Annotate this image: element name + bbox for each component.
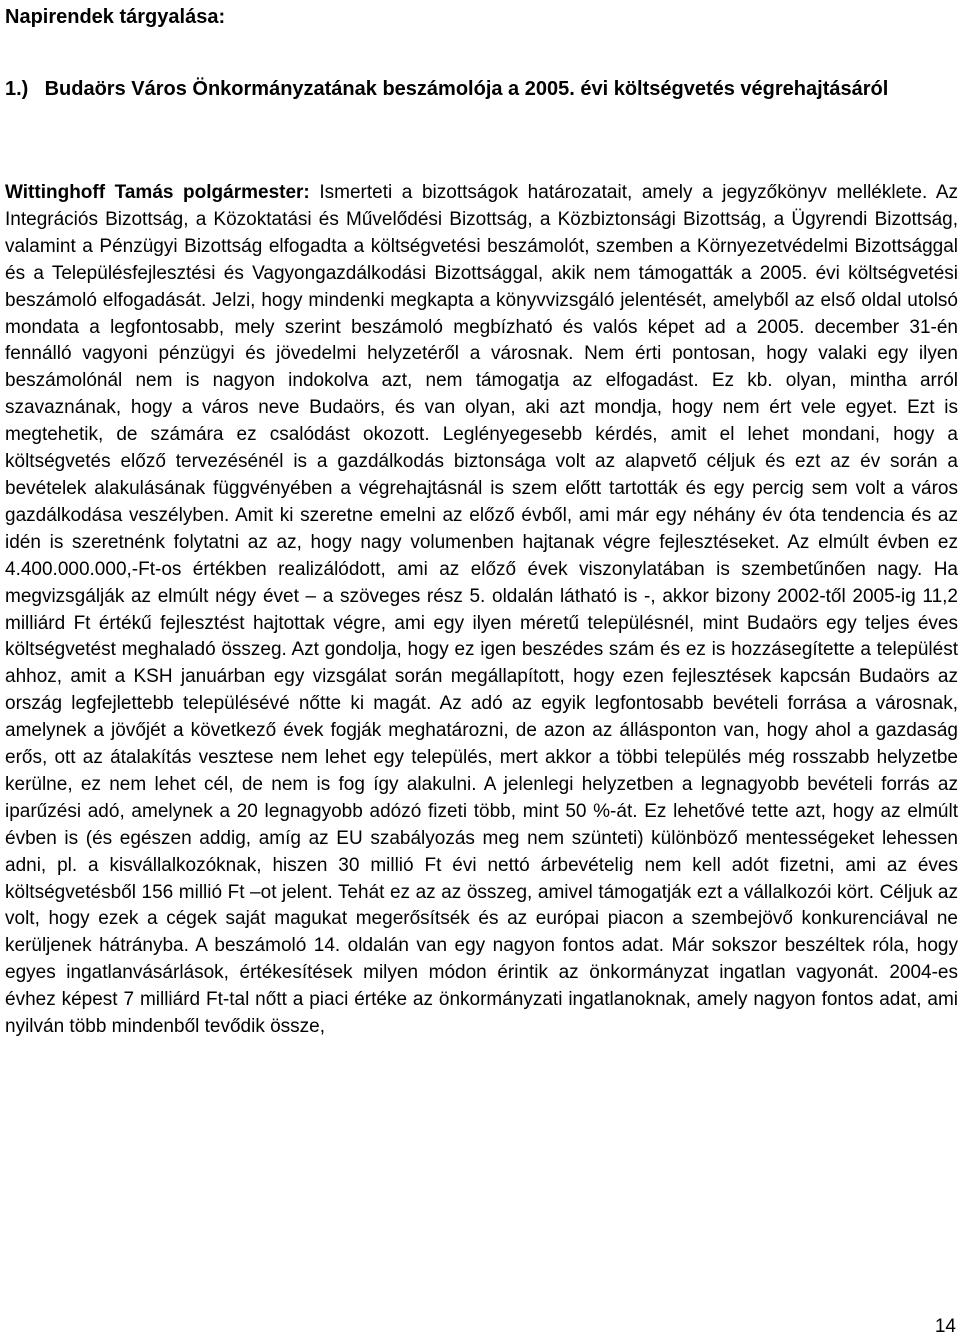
- agenda-item: [5, 76, 958, 102]
- agenda-item-title: Budaörs Város Önkormányzatának beszámolója a 2005. évi költségvetés végrehajtásáról: [44, 78, 889, 100]
- minutes-paragraph: [5, 180, 958, 1041]
- page-number: 14: [934, 1316, 956, 1337]
- section-heading: Napirendek tárgyalása:: [5, 6, 226, 28]
- speaker-statement: Ismerteti a bizottságok határozatait, amely a jegyzőkönyv melléklete. Az Integrációs Bizottság, a Közoktatási és Művelődési Bizottság, a Közbiztonsági Bizottság, a Ügyrendi Bizottság, valamint a Pénzügyi Bizottság elfogadta a költségvetési beszámolót, szemben a Környezetvédelmi Bizottsággal és a Településfejlesztési és Vagyongazdálkodási Bizottsággal, akik nem támogatták a 2005. évi költségvetési beszámoló elfogadását. Jelzi, hogy mindenki megkapta a könyvvizsgáló jelentését, amelyből az első oldal utolsó mondata a legfontosabb, mely szerint beszámoló megbízható és valós képet ad a 2005. december 31-én fennálló vagyoni pénzügyi és jövedelmi helyzetéről a városnak. Nem érti pontosan, hogy valaki egy ilyen beszámolónál nem is nagyon indokolva azt, nem támogatja az elfogadást. Ez kb. olyan, mintha arról szavaznának, hogy a város neve Budaörs, és van olyan, aki azt mondja, hogy nem ért vele egyet. Ezt is megtehetik, de számára ez csalódást okozott. Leglényegesebb kérdés, amit el lehet mondani, hogy a költségvetés előző tervezésénél is a gazdálkodás biztonsága volt az alapvető céljuk és ezt az év során a bevételek alakulásának függvényében a végrehajtásnál is szem előtt tartották és egy percig sem volt a város gazdálkodása veszélyben. Amit ki szeretne emelni az előző évből, ami már egy néhány év óta tendencia és az idén is szeretnénk folytatni az az, hogy nagy volumenben hajtanak végre fejlesztéseket. Az elmúlt évben ez 4.400.000.000,-Ft-os értékben realizálódott, ami az előző évek viszonylatában is szembetűnően nagy. Ha megvizsgálják az elmúlt négy évet – a szöveges rész 5. oldalán látható is -, akkor bizony 2002-től 2005-ig 11,2 milliárd Ft értékű fejlesztést hajtottak végre, ami egy ilyen méretű településnél, mint Budaörs egy teljes éves költségvetést meghaladó összeg. Azt gondolja, hogy ez igen beszédes szám és ez is hozzásegítette a települést ahhoz, amit a KSH januárban egy vizsgálat során megállapított, hogy ezen fejlesztések kapcsán Budaörs az ország legfejlettebb településévé nőtte ki magát. Az adó az egyik legfontosabb bevételi forrása a városnak, amelynek a jövőjét a következő évek fogják meghatározni, de azon az állásponton van, hogy ahol a gazdaság erős, ott az átalakítás vesztese nem lehet egy település, mert akkor a többi település még rosszabb helyzetbe kerülne, ez nem lehet cél, de nem is fog így alakulni. A jelenlegi helyzetben a legnagyobb bevételi forrás az iparűzési adó, amelynek a 20 legnagyobb adózó fizeti több, mint 50 %-át. Ez lehetővé tette azt, hogy az elmúlt évben is (és egészen addig, amíg az EU szabályozás meg nem szünteti) különböző mentességeket lehessen adni, pl. a kisvállalkozóknak, hiszen 30 millió Ft évi nettó árbevételig nem kell adót fizetni, ami az éves költségvetésből 156 millió Ft –ot jelent. Tehát ez az az összeg, amivel támogatják ezt a vállalkozói kört. Céljuk az volt, hogy ezek a cégek saját magukat megerősítsék és az európai piacon a szembejövő konkurenciával ne kerüljenek hátrányba. A beszámoló 14. oldalán van egy nagyon fontos adat. Már sokszor beszéltek róla, hogy egyes ingatlanvásárlások, értékesítések milyen módon érintik az önkormányzat ingatlan vagyonát. 2004-es évhez képest 7 milliárd Ft-tal nőtt a piaci értéke az önkormányzati ingatlanoknak, amely nagyon fontos adat, ami nyilván több mindenből tevődik össze,: [5, 182, 958, 1038]
- agenda-item-number: 1.): [5, 78, 29, 100]
- speaker-name: Wittinghoff Tamás polgármester:: [5, 182, 310, 203]
